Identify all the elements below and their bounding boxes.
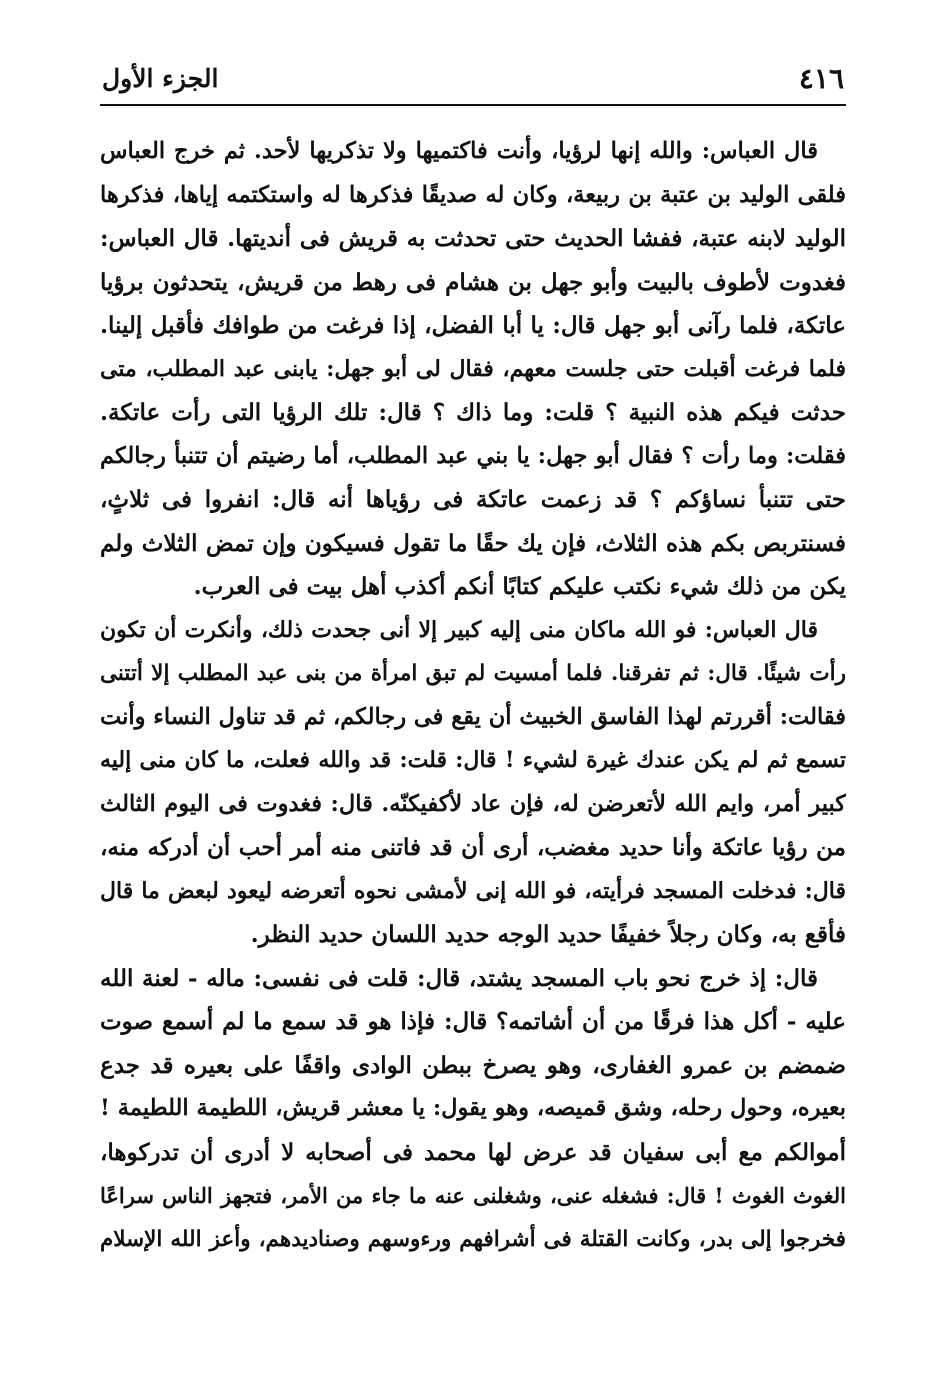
header-divider — [100, 104, 846, 106]
text-line: الوليد لابنه عتبة، ففشا الحديث حتى تحدثت به قريش فى أنديتها. قال العباس: — [100, 225, 846, 252]
text-line: تسمع ثم لم يكن عندك غيرة لشيء ! قال: قلت: قد والله فعلت، ما كان منى إليه — [100, 747, 846, 773]
text-line: رأت شيئًا. قال: ثم تفرقنا. فلما أمسيت لم تبق امرأة من بنى عبد المطلب إلا أتتنى — [100, 661, 846, 686]
text-line: فلقى الوليد بن عتبة بن ربيعة، وكان له صديقًا فذكرها له واستكتمه إياها، فذكرها — [100, 181, 846, 208]
text-line: قال العباس: والله إنها لرؤيا، وأنت فاكتميها ولا تذكريها لأحد. ثم خرج العباس — [100, 138, 818, 164]
text-line: ضمضم بن عمرو الغفارى، وهو يصرخ ببطن الوادى واقفًا على بعيره قد جدع — [100, 1051, 846, 1079]
text-line: يكن من ذلك شيء نكتب عليكم كتابًا أنكم أكذب أهل بيت فى العرب. — [193, 573, 846, 600]
text-line: قال العباس: فو الله ماكان منى إليه كبير إلا أنى جحدت ذلك، وأنكرت أن تكون — [100, 616, 818, 643]
text-line: من رؤيا عاتكة وأنا حديد مغضب، أرى أن قد فاتنى منه أمر أحب أن أدركه منه، — [100, 834, 846, 861]
text-line: فقلت: وما رأت ؟ فقال أبو جهل: يا بني عبد المطلب، أما رضيتم أن تتنبأ رجالكم — [100, 442, 846, 469]
text-line: أموالكم مع أبى سفيان قد عرض لها محمد فى أصحابه لا أدرى أن تدركوها، — [100, 1138, 846, 1166]
text-line: عاتكة، فلما رآنى أبو جهل قال: يا أبا الفضل، إذا فرغت من طوافك فأقبل إلينا. — [100, 312, 846, 339]
text-line: حتى تتنبأ نساؤكم ؟ قد زعمت عاتكة فى رؤياها أنه قال: انفروا فى ثلاثٍ، — [100, 486, 846, 513]
body-text — [100, 130, 846, 1261]
page-header — [102, 58, 844, 102]
text-line: قال: فدخلت المسجد فرأيته، فو الله إنى لأمشى نحوه أتعرضه ليعود لبعض ما قال — [100, 877, 846, 904]
text-line: عليه - أكل هذا فرقًا من أن أشاتمه؟ قال: فإذا هو قد سمع ما لم أسمع صوت — [100, 1008, 846, 1035]
text-line: كبير أمر، وايم الله لأتعرضن له، فإن عاد لأكفيكنّه. قال: فغدوت فى اليوم الثالث — [100, 790, 846, 817]
text-line: فسنتربص بكم هذه الثلاث، فإن يك حقًا ما تقول فسيكون وإن تمض الثلاث ولم — [100, 529, 846, 557]
text-line: بعيره، وحول رحله، وشق قميصه، وهو يقول: يا معشر قريش، اللطيمة اللطيمة ! — [100, 1095, 846, 1121]
running-title: الجزء الأول — [102, 64, 219, 93]
text-line: حدثت فيكم هذه النبية ؟ قلت: وما ذاك ؟ قال: تلك الرؤيا التى رأت عاتكة. — [100, 399, 846, 426]
text-line: الغوث الغوث ! قال: فشغله عنى، وشغلنى عنه ما جاء من الأمر، فتجهز الناس سراعًا — [100, 1183, 846, 1208]
text-line: فأقع به، وكان رجلاً خفيفًا حديد الوجه حديد اللسان حديد النظر. — [250, 921, 846, 948]
text-line: فغدوت لأطوف بالبيت وأبو جهل بن هشام فى رهط من قريش، يتحدثون برؤيا — [100, 268, 846, 296]
text-line: قال: إذ خرج نحو باب المسجد يشتد، قال: قلت فى نفسى: ماله - لعنة الله — [100, 964, 818, 992]
page-number: ٤١٦ — [798, 62, 844, 95]
text-line: فلما فرغت أقبلت حتى جلست معهم، فقال لى أبو جهل: يابنى عبد المطلب، متى — [100, 355, 846, 382]
text-line: فخرجوا إلى بدر، وكانت القتلة فى أشرافهم ورءوسهم وصناديدهم، وأعز الله الإسلام — [100, 1226, 846, 1252]
text-line: فقالت: أقررتم لهذا الفاسق الخبيث أن يقع فى رجالكم، ثم قد تناول النساء وأنت — [100, 703, 846, 730]
